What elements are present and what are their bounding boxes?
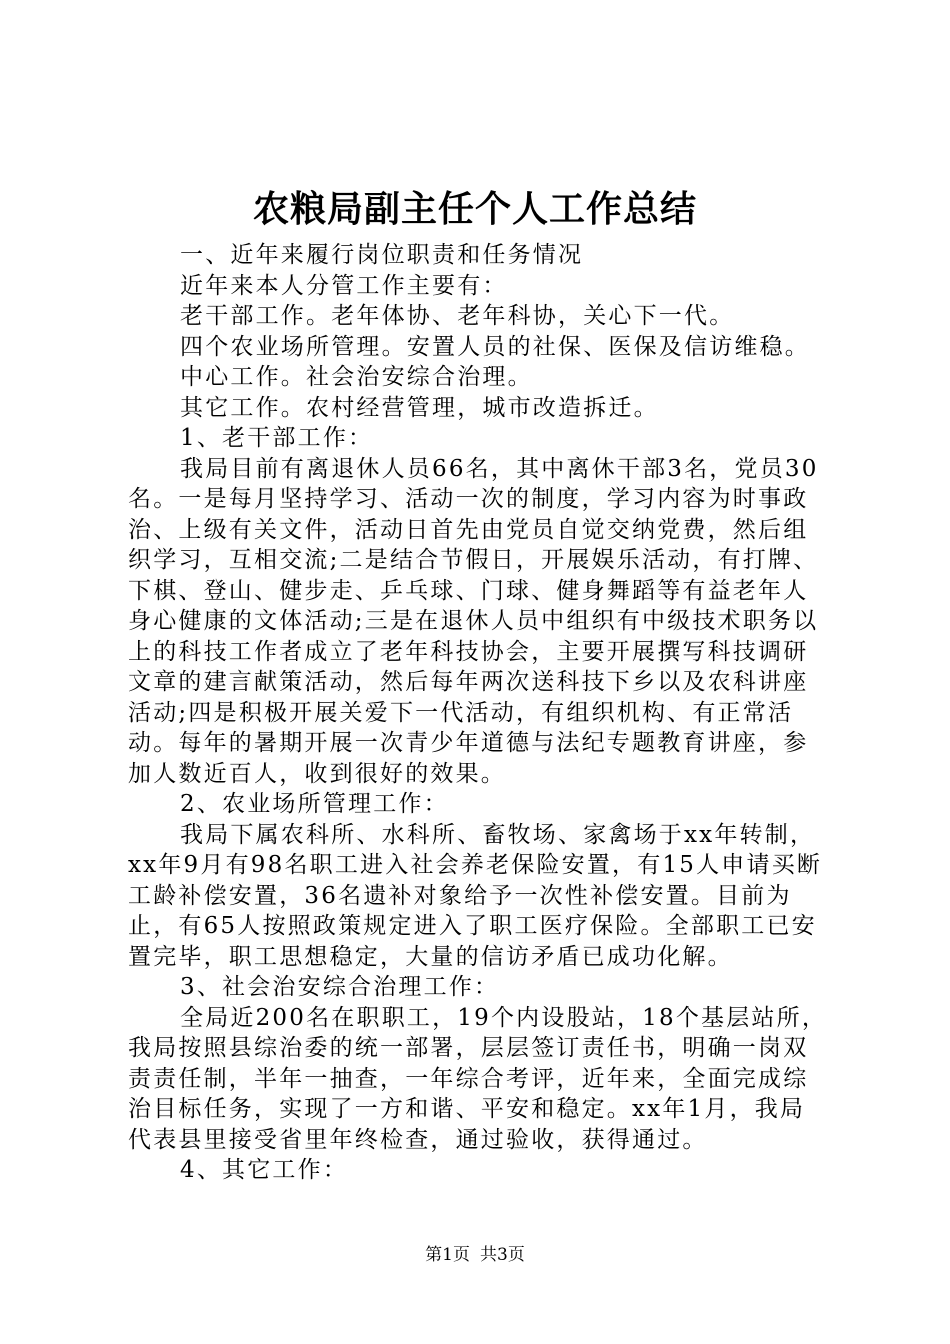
subsection-heading-2: 2、农业场所管理工作： xyxy=(180,791,449,817)
paragraph: 四个农业场所管理。安置人员的社保、医保及信访维稳。 xyxy=(180,333,810,360)
document-title: 农粮局副主任个人工作总结 xyxy=(252,188,697,230)
page-total: 共3页 xyxy=(480,1245,525,1265)
paragraph: 我局下属农科所、水科所、畜牧场、家禽场于xx年转制，xx年9月有98名职工进入社会养老保险安置，有15人申请买断工龄补偿安置，36名遗补对象给予一次性补偿安置。目前为止，有65人按照政策规定进入了职工医疗保险。全部职工已安置完毕，职工思想稳定，大量的信访矛盾已成功化解。 xyxy=(128,821,823,970)
paragraph: 近年来本人分管工作主要有： xyxy=(180,272,508,299)
subsection-heading-3: 3、社会治安综合治理工作： xyxy=(180,974,500,1000)
paragraph: 中心工作。社会治安综合治理。 xyxy=(180,364,533,390)
page-footer xyxy=(0,1244,950,1266)
paragraph: 其它工作。农村经营管理，城市改造拆迁。 xyxy=(180,394,659,421)
page-number: 第1页 xyxy=(425,1245,470,1265)
subsection-heading-4: 4、其它工作： xyxy=(180,1157,349,1183)
document-body xyxy=(128,240,828,1186)
paragraph: 全局近200名在职职工，19个内设股站，18个基层站所，我局按照县综治委的统一部署，层层签订责任书，明确一岗双责责任制，半年一抽查，一年综合考评，近年来，全面完成综治目标任务，实现了一方和谐、平安和稳定。xx年1月，我局代表县里接受省里年终检查，通过验收，获得通过。 xyxy=(128,1004,828,1153)
paragraph: 老干部工作。老年体协、老年科协，关心下一代。 xyxy=(180,303,735,329)
section-heading-1: 一、近年来履行岗位职责和任务情况 xyxy=(180,242,584,268)
subsection-heading-1: 1、老干部工作： xyxy=(180,425,374,451)
paragraph: 我局目前有离退休人员66名，其中离休干部3名，党员30名。一是每月坚持学习、活动一次的制度，学习内容为时事政治、上级有关文件，活动日首先由党员自觉交纳党费，然后组织学习，互相交流;二是结合节假日，开展娱乐活动，有打牌、下棋、登山、健步走、乒乓球、门球、健身舞蹈等有益老年人身心健康的文体活动;三是在退休人员中组织有中级技术职务以上的科技工作者成立了老年科技协会，主要开展撰写科技调研文章的建言献策活动，然后每年两次送科技下乡以及农科讲座活动;四是积极开展关爱下一代活动，有组织机构、有正常活动。每年的暑期开展一次青少年道德与法纪专题教育讲座，参加人数近百人，收到很好的效果。 xyxy=(128,455,819,787)
